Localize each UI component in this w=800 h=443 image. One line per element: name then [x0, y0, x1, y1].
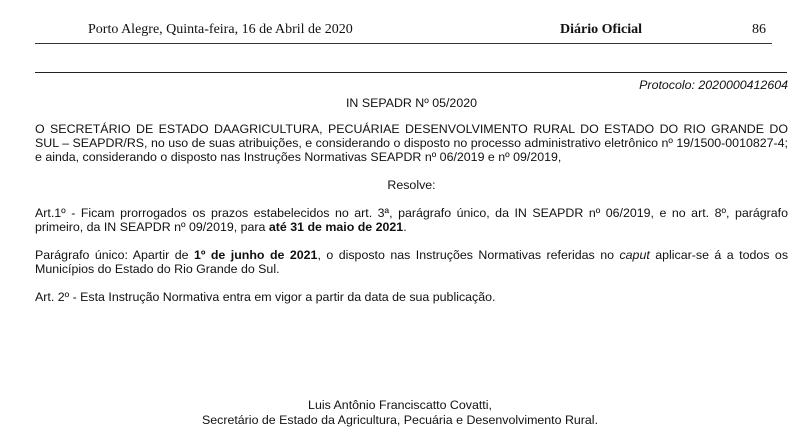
resolve-heading: Resolve: — [387, 178, 436, 192]
document-body — [35, 78, 788, 304]
signatory-name: Luis Antônio Franciscatto Covatti, — [308, 398, 492, 412]
header-page-number: 86 — [752, 22, 766, 37]
article-1-text: Art.1º - Ficam prorrogados os prazos estabelecidos no art. 3ª, parágrafo único, da IN SEAPDR nº 06/2019, e no art. 8º, parágrafo primeiro, da IN SEAPDR nº 09/2019, para — [35, 206, 788, 234]
sole-paragraph-caput: caput — [619, 248, 650, 262]
sole-paragraph-pre: Parágrafo único: Apartir de — [35, 248, 194, 262]
sole-paragraph-date: 1º de junho de 2021 — [193, 248, 318, 262]
sole-paragraph-post: aplicar-se á a todos os Municípios do Estado do Rio Grande do Sul. — [35, 248, 789, 276]
page-header — [0, 18, 800, 40]
article-1-deadline: até 31 de maio de 2021 — [268, 220, 404, 234]
header-divider — [35, 43, 772, 44]
signature-block — [0, 398, 800, 428]
sole-paragraph-mid: , o disposto nas Instruções Normativas referidas no — [317, 248, 620, 262]
document-title: IN SEPADR Nº 05/2020 — [345, 96, 477, 110]
header-publication-name: Diário Oficial — [560, 22, 643, 37]
article-2: Art. 2º - Esta Instrução Normativa entra em vigor a partir da data de sua publicação. — [35, 290, 496, 304]
sole-paragraph — [35, 248, 788, 276]
header-place-date: Porto Alegre, Quinta-feira, 16 de Abril de 2020 — [88, 22, 353, 37]
article-1-end: . — [403, 220, 407, 234]
preamble-paragraph: O SECRETÁRIO DE ESTADO DAAGRICULTURA, PECUÁRIAE DESENVOLVIMENTO RURAL DO ESTADO DO RIO GRANDE DO SUL – SEAPDR/RS, no uso de suas atribuições, e considerando o disposto no processo administrativo eletrônico nº 19/1500-0010827-4; e ainda, considerando o disposto nas Instruções Normativas SEAPDR nº 06/2019 e nº 09/2019, — [35, 122, 788, 164]
signatory-role: Secretário de Estado da Agricultura, Pecuária e Desenvolvimento Rural. — [201, 413, 599, 427]
section-divider — [35, 72, 787, 73]
protocol-number: Protocolo: 2020000412604 — [639, 78, 788, 92]
article-1 — [35, 206, 788, 234]
